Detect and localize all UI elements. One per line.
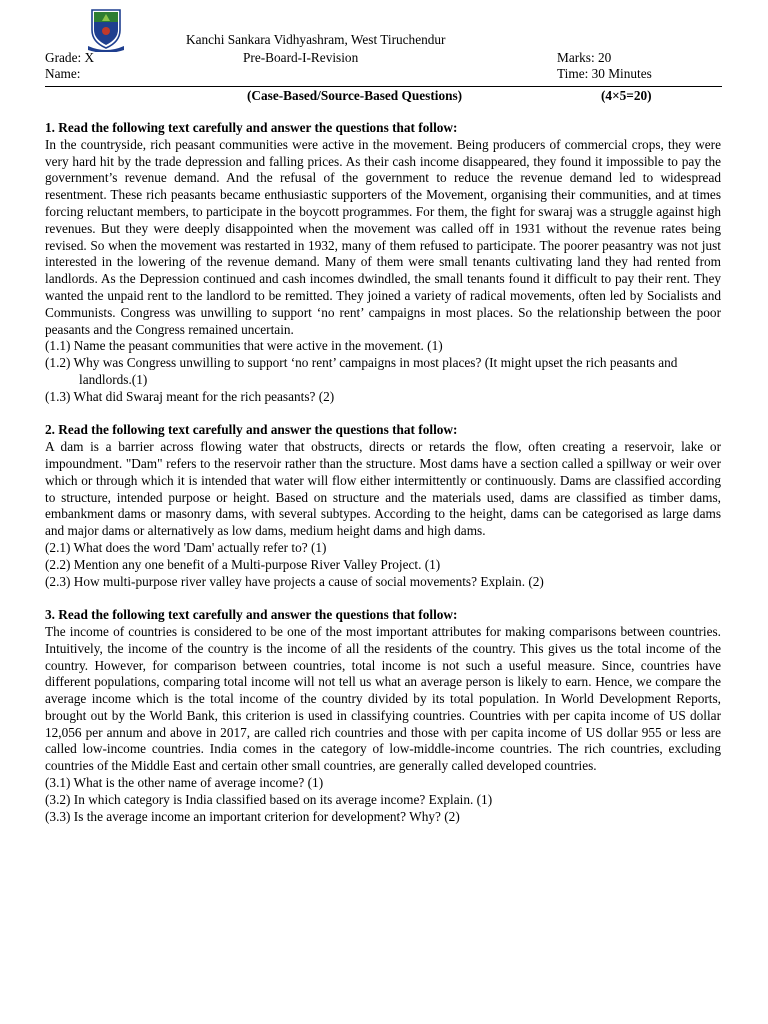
question-passage: The income of countries is considered to be one of the most important attributes for making comparisons between countries. Intuitively, the income of the country is the income of all the residents of the country. This gives us the total income of the country. However, for comparison between countries, total income is not such a useful measure. Since, countries have different populations, comparing total income will not tell us what an average person is likely to earn. Hence, we compare the average income which is the total income of the country divided by its total population. In World Development Reports, brought out by the World Bank, this criterion is used in classifying countries. Countries with per capita income of US dollar 12,056 per annum and above in 2017, are called rich countries and those with per capita income of US dollar 955 or less are called low-income countries. India comes in the category of low-middle-income countries. The rich countries, excluding countries of the Middle East and certain other small countries, are generally called developed countries. [45,623,721,774]
question-heading: 1. Read the following text carefully and answer the questions that follow: [45,120,458,135]
question-passage: A dam is a barrier across flowing water that obstructs, directs or retards the flow, often creating a reservoir, lake or impoundment. "Dam" refers to the reservoir rather than the structure. Most dams have a section called a spillway or weir over which or through which it is intended that water will flow either intermittently or continuously. Dams are classified according to structure, intended purpose or height. Based on structure and the materials used, dams are classified as timber dams, embankment dams or masonry dams, with several subtypes. According to the height, dams can be categorised as large dams and major dams or alternatively as low dams, medium height dams and high dams. [45,439,721,539]
school-name: Kanchi Sankara Vidhyashram, West Tiruchendur [186,32,446,47]
sub-question: (3.1) What is the other name of average income? (1) [45,775,324,791]
question-2 [45,422,721,590]
sub-question: (1.2) Why was Congress unwilling to support ‘no rent’ campaigns in most places? (It might upset the rich peasants and landlords.(1) [45,355,678,387]
school-logo [86,8,126,52]
sub-question: (1.1) Name the peasant communities that were active in the movement. (1) [45,338,443,354]
grade-label: Grade: X [45,50,95,65]
sub-question: (3.3) Is the average income an important criterion for development? Why? (2) [45,808,460,824]
name-label: Name: [45,66,81,81]
section-title: (Case-Based/Source-Based Questions) [247,88,463,103]
time-label: Time: 30 Minutes [557,66,652,81]
sub-question: (1.3) What did Swaraj meant for the rich peasants? (2) [45,388,335,404]
question-heading: 2. Read the following text carefully and answer the questions that follow: [45,422,458,438]
section-marks: (4×5=20) [601,88,652,103]
question-3 [45,607,721,825]
question-list [45,120,721,842]
sub-question: (2.3) How multi-purpose river valley have projects a cause of social movements? Explain. (2) [45,573,544,589]
sub-question: (3.2) In which category is India classified based on its average income? Explain. (1) [45,791,493,807]
marks-label: Marks: 20 [557,50,612,65]
sub-question: (2.1) What does the word 'Dam' actually refer to? (1) [45,539,327,555]
question-passage: In the countryside, rich peasant communities were active in the movement. Being producers of commercial crops, they were very hard hit by the trade depression and falling prices. As their cash income disappeared, they found it impossible to pay the government’s revenue demand. And the refusal of the government to reduce the revenue demand led to widespread resentment. These rich peasants became enthusiastic supporters of the Movement, organising their communities, and at times forcing reluctant members, to participate in the boycott programmes. For them, the fight for swaraj was a struggle against high revenues. But they were deeply disappointed when the movement was called off in 1931 without the revenue rates being revised. So when the movement was restarted in 1932, many of them refused to participate. The poorer peasantry was not just interested in the lowering of the revenue demand. Many of them were small tenants cultivating land they had rented from landlords. As the Depression continued and cash incomes dwindled, the small tenants found it difficult to pay their rent. They wanted the unpaid rent to the landlord to be remitted. They joined a variety of radical movements, often led by Socialists and Communists. Congress was unwilling to support ‘no rent’ campaigns in most places. So the relationship between the poor peasants and the Congress remained uncertain. [45,136,721,337]
sub-question: (2.2) Mention any one benefit of a Multi-purpose River Valley Project. (1) [45,556,441,572]
header-divider [45,86,722,87]
question-heading: 3. Read the following text carefully and answer the questions that follow: [45,607,458,623]
exam-title: Pre-Board-I-Revision [243,50,359,65]
question-1 [45,120,721,406]
